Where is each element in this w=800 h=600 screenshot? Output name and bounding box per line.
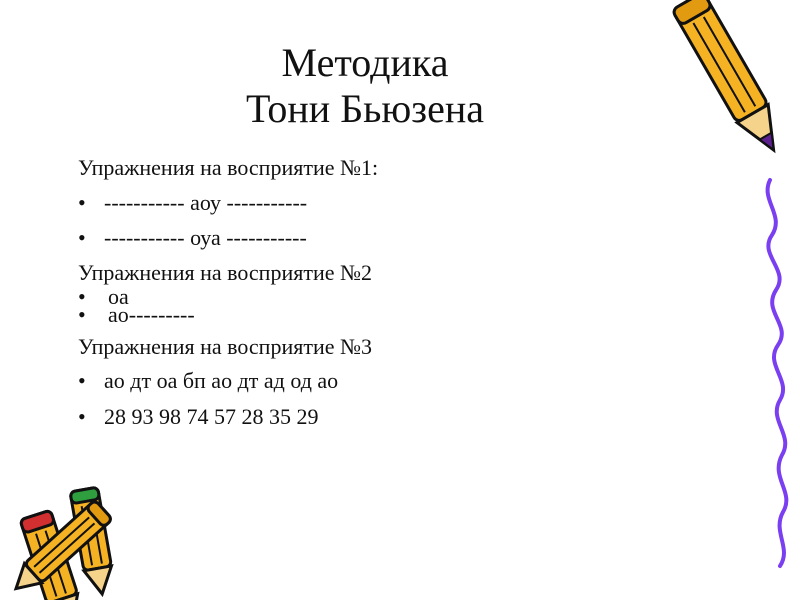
title-line-2: Тони Бьюзена xyxy=(245,86,485,131)
list-item-text: ----------- оуа ----------- xyxy=(104,225,307,250)
bullet: • xyxy=(78,190,86,215)
bullet: • xyxy=(78,225,86,250)
list-item-text: 28 93 98 74 57 28 35 29 xyxy=(104,404,319,429)
section-1-heading: Упражнения на восприятие №1: xyxy=(78,155,379,180)
bullet: • xyxy=(78,404,86,429)
list-item-text: ао--------- xyxy=(108,302,195,327)
list-item-text: оа xyxy=(108,284,129,309)
title-line-1: Методика xyxy=(281,40,449,85)
section-2-heading: Упражнения на восприятие №2 xyxy=(78,260,372,285)
bullet: • xyxy=(78,284,86,309)
list-item-text: ----------- аоу ----------- xyxy=(104,190,308,215)
scribble-line xyxy=(768,180,787,566)
list-item-text: ао дт оа бп ао дт ад од ао xyxy=(104,368,339,393)
bullet: • xyxy=(78,302,86,327)
pencil-icon xyxy=(672,0,789,159)
bullet: • xyxy=(78,368,86,393)
section-3-heading: Упражнения на восприятие №3 xyxy=(78,334,372,359)
